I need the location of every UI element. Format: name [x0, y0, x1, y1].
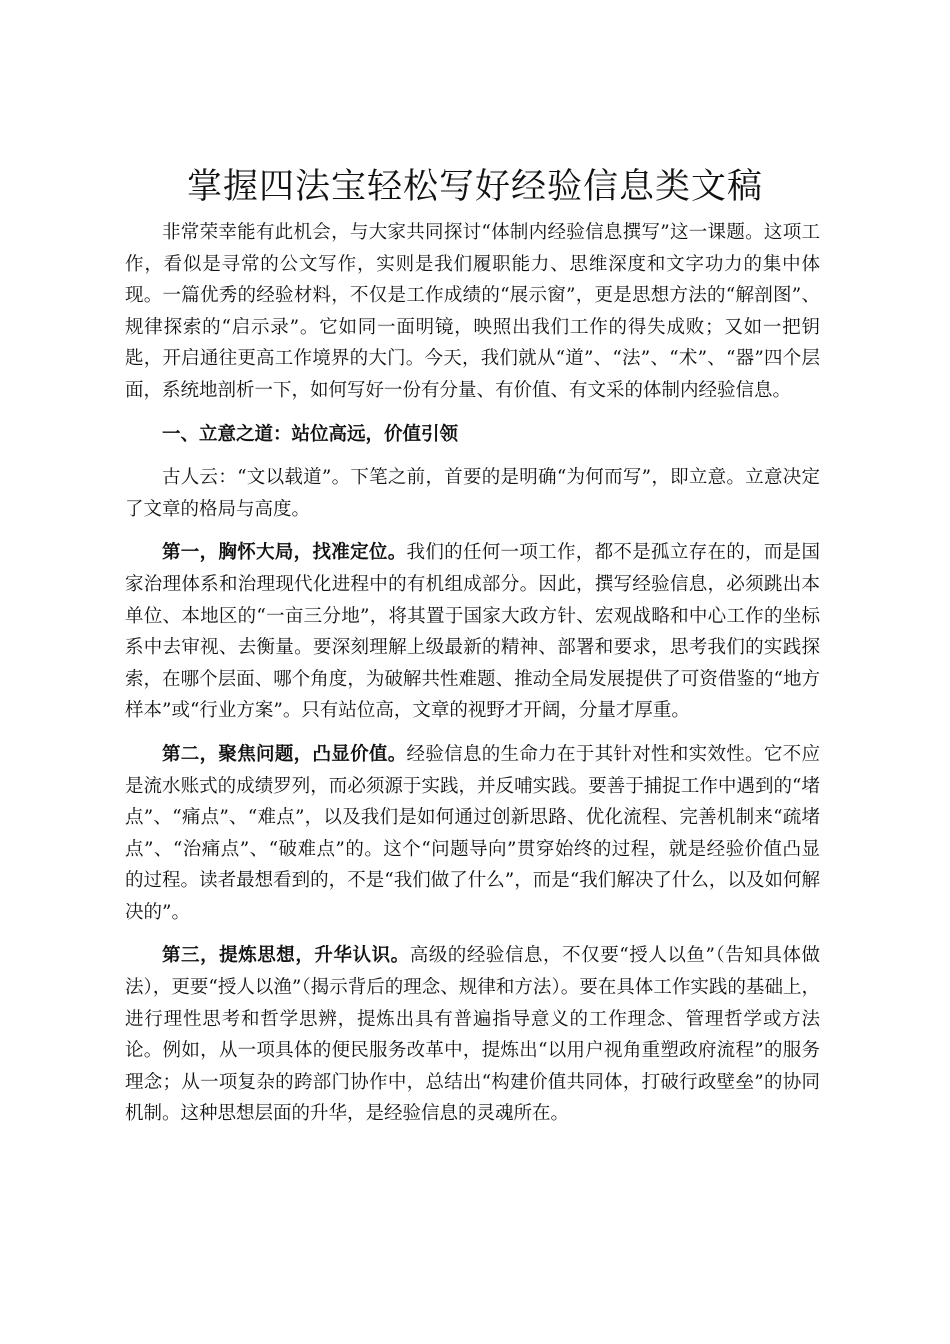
- point-paragraph-2: [125, 739, 820, 929]
- section-opening-paragraph: 古人云：“文以载道”。下笔之前，首要的是明确“为何而写”，即立意。立意决定了文章的格局与高度。: [125, 467, 820, 520]
- point-paragraph-3: [125, 940, 820, 1130]
- document-body: [125, 217, 820, 1130]
- point-lead-3: 第三，提炼思想，升华认识。: [162, 945, 410, 967]
- section-heading: 一、立意之道：站位高远，价值引领: [162, 423, 459, 445]
- point-lead-2: 第二，聚焦问题，凸显价值。: [162, 743, 407, 765]
- point-text-2: 经验信息的生命力在于其针对性和实效性。它不应是流水账式的成绩罗列，而必须源于实践，并反哺实践。要善于捕捉工作中遇到的“堵点”、“痛点”、“难点”，以及我们是如何通过创新思路、优化流程、完善机制来“疏堵点”、“治痛点”、“破难点”的。这个“问题导向”贯穿始终的过程，就是经验价值凸显的过程。读者最想看到的，不是“我们做了什么”，而是“我们解决了什么，以及如何解决的”。: [125, 743, 820, 923]
- document-title: 掌握四法宝轻松写好经验信息类文稿: [186, 167, 763, 207]
- intro-paragraph: 非常荣幸能有此机会，与大家共同探讨“体制内经验信息撰写”这一课题。这项工作，看似是寻常的公文写作，实则是我们履职能力、思维深度和文字功力的集中体现。一篇优秀的经验材料，不仅是工作成绩的“展示窗”，更是思想方法的“解剖图”、规律探索的“启示录”。它如同一面明镜，映照出我们工作的得失成败；又如一把钥匙，开启通往更高工作境界的大门。今天，我们就从“道”、“法”、“术”、“器”四个层面，系统地剖析一下，如何写好一份有分量、有价值、有文采的体制内经验信息。: [125, 222, 820, 401]
- point-lead-1: 第一，胸怀大局，找准定位。: [162, 542, 407, 564]
- point-text-3: 高级的经验信息，不仅要“授人以鱼”（告知具体做法），更要“授人以渔”（揭示背后的理念、规律和方法）。要在具体工作实践的基础上，进行理性思考和哲学思辨，提炼出具有普遍指导意义的工作理念、管理哲学或方法论。例如，从一项具体的便民服务改革中，提炼出“以用户视角重塑政府流程”的服务理念；从一项复杂的跨部门协作中，总结出“构建价值共同体，打破行政壁垒”的协同机制。这种思想层面的升华，是经验信息的灵魂所在。: [125, 945, 820, 1125]
- point-paragraph-1: [125, 537, 820, 727]
- point-text-1: 我们的任何一项工作，都不是孤立存在的，而是国家治理体系和治理现代化进程中的有机组成部分。因此，撰写经验信息，必须跳出本单位、本地区的“一亩三分地”，将其置于国家大政方针、宏观战略和中心工作的坐标系中去审视、去衡量。要深刻理解上级最新的精神、部署和要求，思考我们的实践探索，在哪个层面、哪个角度，为破解共性难题、推动全局发展提供了可资借鉴的“地方样本”或“行业方案”。只有站位高，文章的视野才开阔，分量才厚重。: [125, 542, 820, 722]
